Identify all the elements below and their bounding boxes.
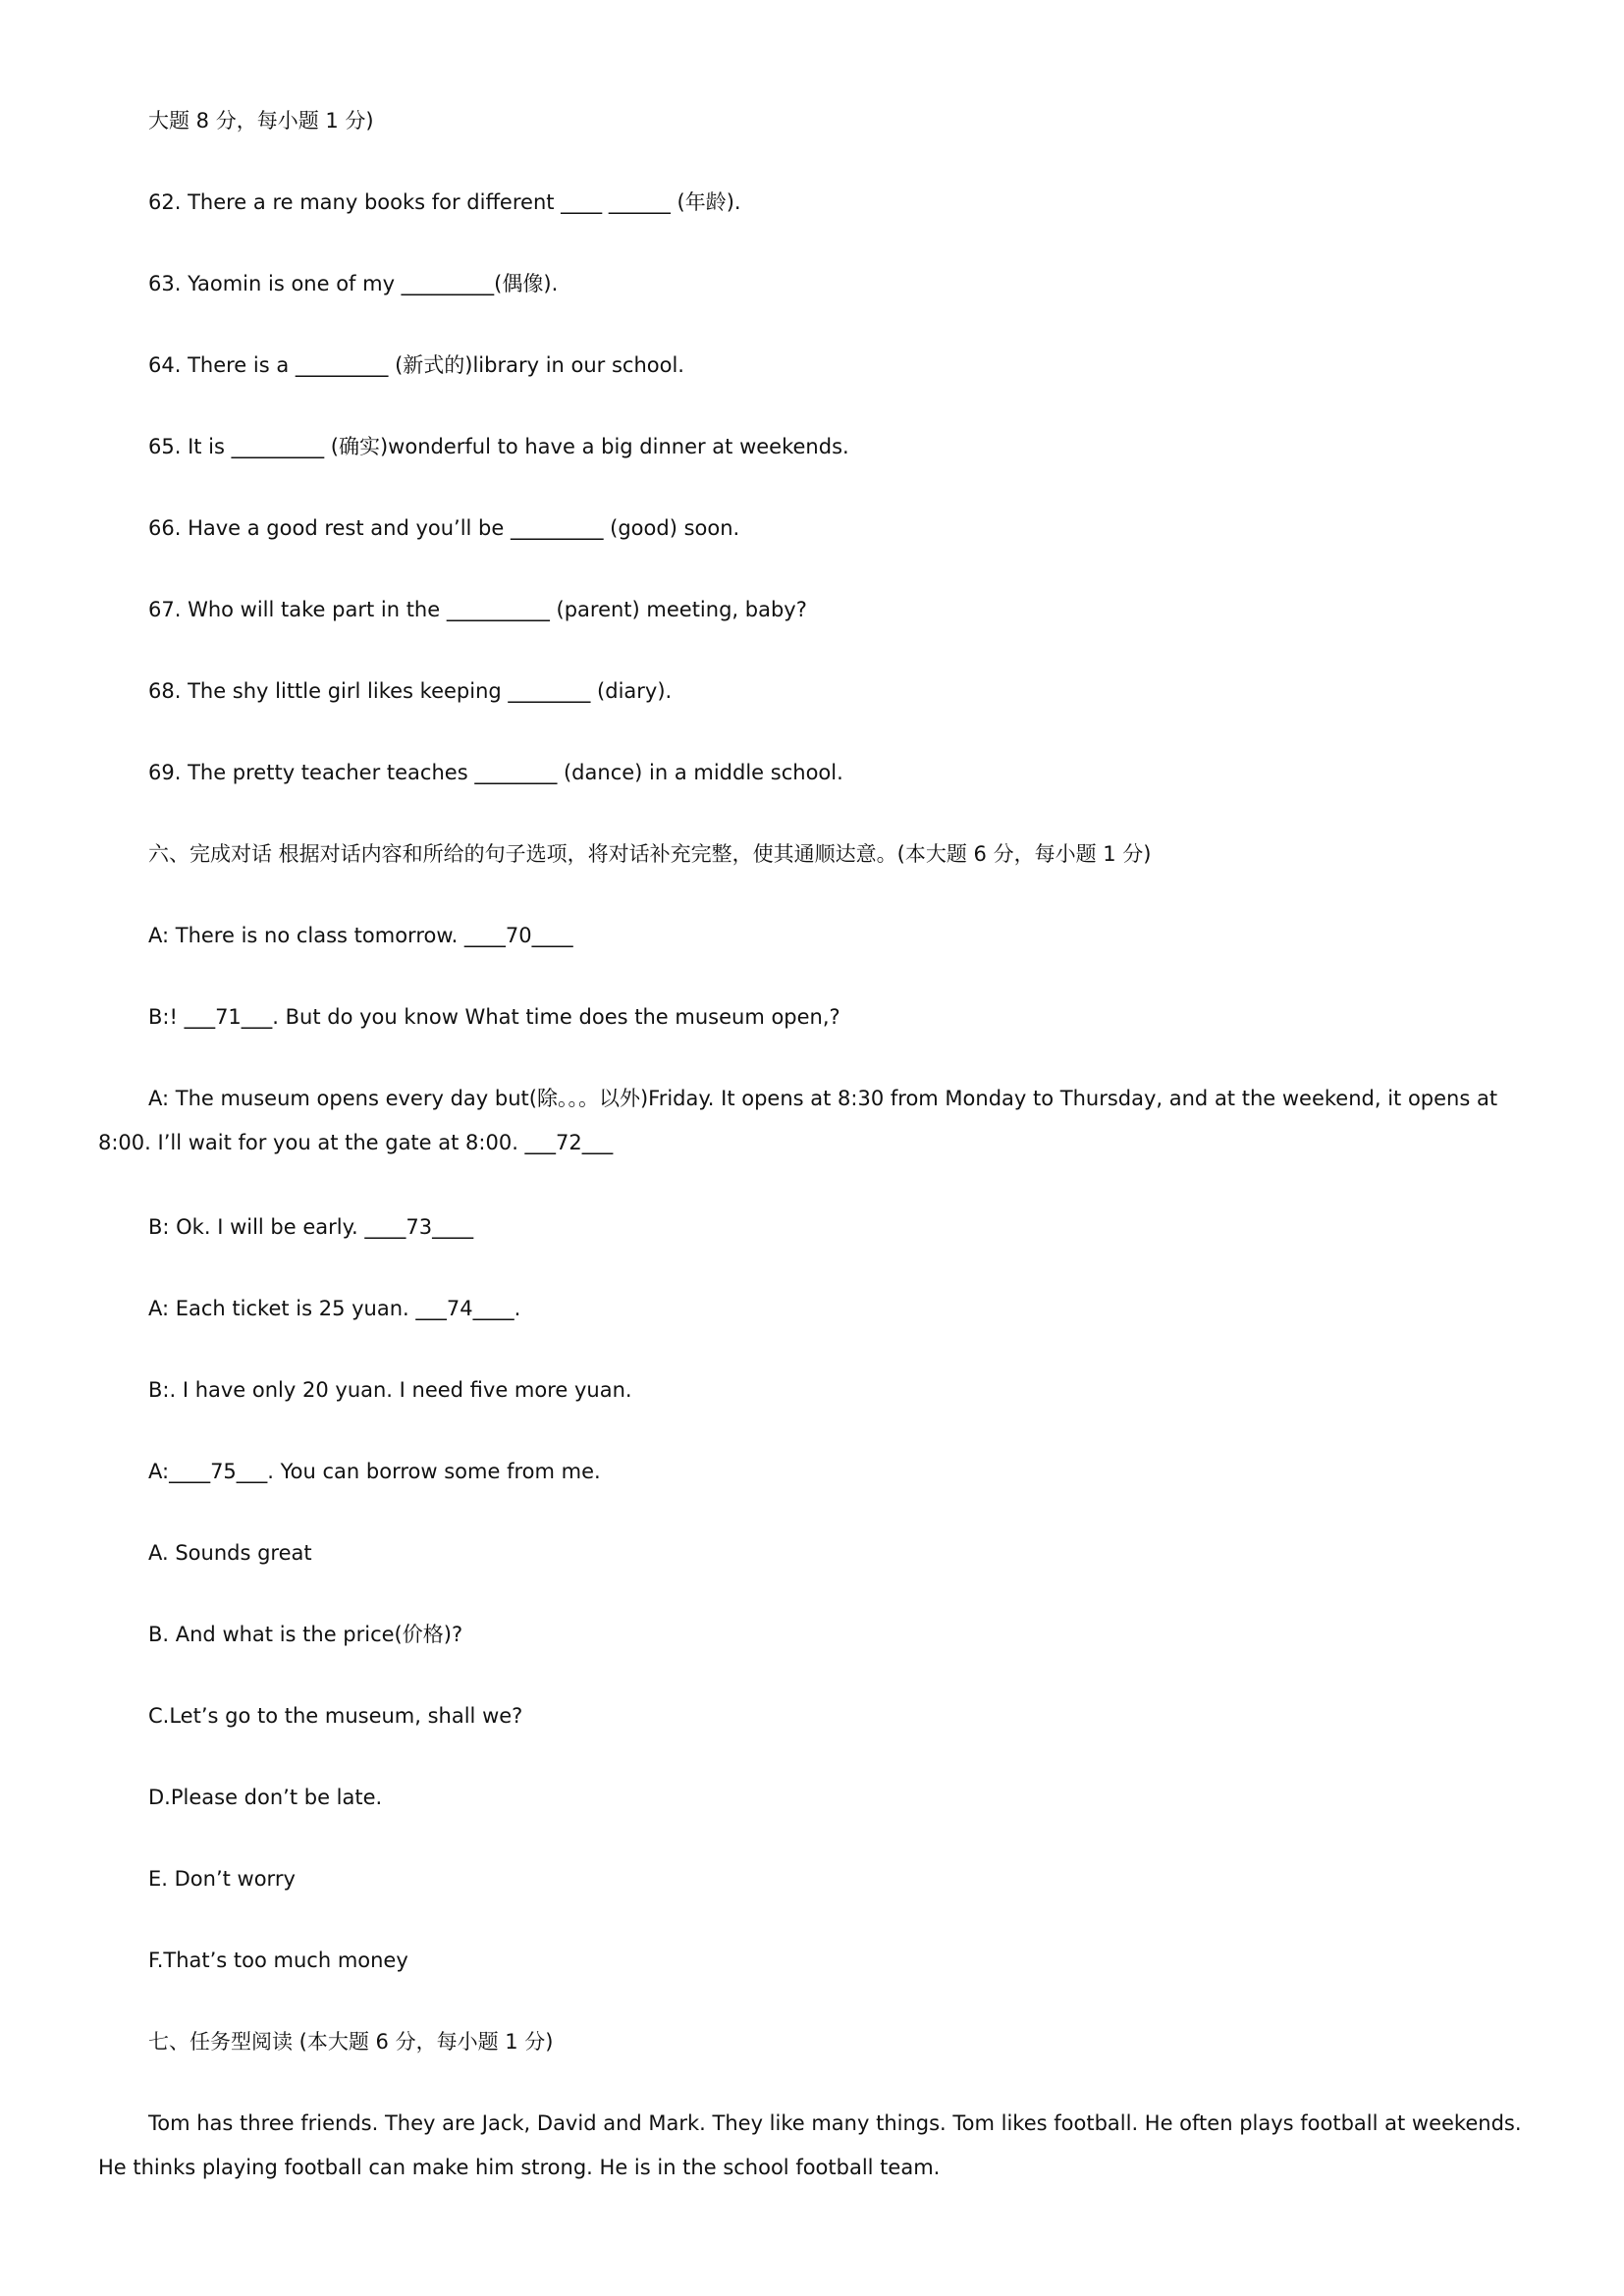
question-65: 65. It is _________ (确实)wonderful to have a big dinner at weekends.	[148, 435, 849, 458]
question-67: 67. Who will take part in the __________ (parent) meeting, baby?	[148, 598, 807, 621]
dialogue-line-73: B: Ok. I will be early. ____73____	[148, 1215, 474, 1239]
option-f: F.That’s too much money	[148, 1949, 408, 1972]
dialogue-line-b: B:. I have only 20 yuan. I need five more yuan.	[148, 1378, 632, 1402]
dialogue-line-75: A:____75___. You can borrow some from me.	[148, 1460, 601, 1483]
option-b: B. And what is the price(价格)?	[148, 1623, 463, 1646]
question-69: 69. The pretty teacher teaches ________ (dance) in a middle school.	[148, 761, 843, 784]
dialogue-paragraph-72: A: The museum opens every day but(除。。。以外)Friday. It opens at 8:30 from Monday to Thursday, and at the weekend, it opens at 8:00. I’ll wait for you at the gate at 8:00. ___72___	[98, 1087, 1498, 1154]
dialogue-line-71: B:! ___71___. But do you know What time does the museum open,?	[148, 1005, 840, 1029]
dialogue-line-74: A: Each ticket is 25 yuan. ___74____.	[148, 1297, 521, 1320]
dialogue-line-70: A: There is no class tomorrow. ____70____	[148, 924, 573, 947]
section-header-continued: 大题 8 分，每小题 1 分)	[148, 109, 374, 133]
question-64: 64. There is a _________ (新式的)library in our school.	[148, 353, 684, 377]
question-68: 68. The shy little girl likes keeping ________ (diary).	[148, 679, 673, 703]
reading-paragraph: Tom has three friends. They are Jack, David and Mark. They like many things. Tom likes football. He often plays football at weekends. He thinks playing football can make him strong. He is in the school football team.	[98, 2111, 1522, 2179]
section-six-heading: 六、完成对话 根据对话内容和所给的句子选项，将对话补充完整，使其通顺达意。(本大题 6 分，每小题 1 分)	[148, 842, 1152, 866]
option-d: D.Please don’t be late.	[148, 1786, 383, 1809]
option-c: C.Let’s go to the museum, shall we?	[148, 1704, 523, 1728]
question-62: 62. There a re many books for different ____ ______ (年龄).	[148, 190, 741, 214]
question-66: 66. Have a good rest and you’ll be _________ (good) soon.	[148, 516, 740, 540]
section-seven-heading: 七、任务型阅读 (本大题 6 分，每小题 1 分)	[148, 2030, 554, 2054]
question-63: 63. Yaomin is one of my _________(偶像).	[148, 272, 559, 295]
option-a: A. Sounds great	[148, 1541, 312, 1565]
option-e: E. Don’t worry	[148, 1867, 296, 1891]
